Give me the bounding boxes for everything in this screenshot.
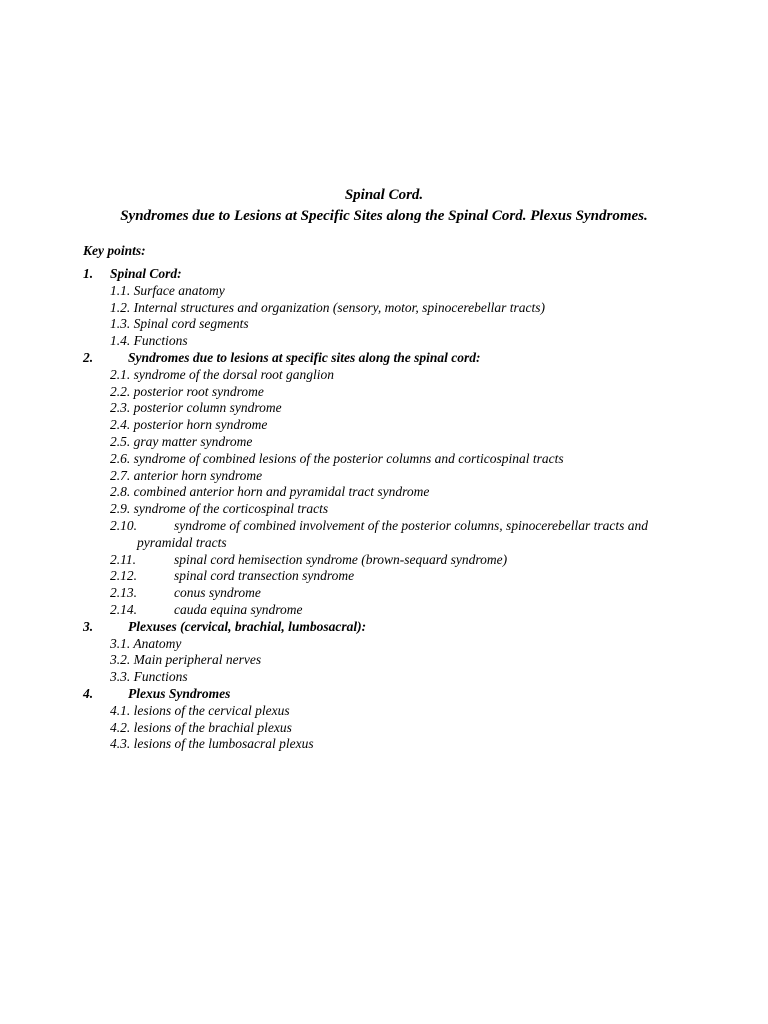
list-item [0, 501, 768, 518]
document-title: Spinal Cord. [344, 187, 424, 203]
list-item [0, 333, 768, 350]
list-item-text: 3.3. Functions [110, 669, 188, 685]
list-item [0, 669, 768, 686]
list-item [0, 585, 768, 602]
list-item [0, 451, 768, 468]
document-subtitle: Syndromes due to Lesions at Specific Sites along the Spinal Cord. Plexus Syndromes. [120, 208, 648, 224]
list-item [0, 703, 768, 720]
list-item-text: syndrome of combined involvement of the posterior columns, spinocerebellar tracts and [174, 517, 649, 533]
list-item [0, 434, 768, 451]
list-item-text: 2.1. syndrome of the dorsal root ganglion [110, 366, 334, 382]
list-item-continuation: pyramidal tracts [137, 534, 227, 550]
list-item [0, 518, 768, 552]
list-item-text: conus syndrome [174, 585, 261, 601]
list-item-text: spinal cord transection syndrome [174, 568, 355, 584]
list-item [0, 468, 768, 485]
list-item-text: 4.1. lesions of the cervical plexus [110, 702, 290, 718]
list-item [0, 736, 768, 753]
key-points-label: Key points: [83, 243, 146, 258]
section-title: Syndromes due to lesions at specific sites along the spinal cord: [128, 349, 481, 365]
list-item-text: 2.8. combined anterior horn and pyramidal tract syndrome [110, 484, 430, 500]
list-item-text: 1.1. Surface anatomy [110, 282, 225, 298]
list-item-number: 2.11. [110, 551, 136, 567]
list-item-text: 2.7. anterior horn syndrome [110, 467, 263, 483]
section-title: Spinal Cord: [110, 266, 182, 281]
section-title: Plexuses (cervical, brachial, lumbosacral): [128, 618, 367, 634]
list-item [0, 316, 768, 333]
list-item [0, 300, 768, 317]
list-item-number: 2.13. [110, 585, 137, 601]
list-item-text: 1.4. Functions [110, 333, 188, 349]
list-item [0, 367, 768, 384]
list-item [0, 652, 768, 669]
list-item-text: 3.2. Main peripheral nerves [110, 652, 262, 668]
section-heading [0, 350, 768, 367]
list-item-text: 1.2. Internal structures and organization (sensory, motor, spinocerebellar tracts) [110, 299, 545, 315]
list-item-text: 1.3. Spinal cord segments [110, 316, 249, 332]
list-item [0, 417, 768, 434]
list-item [0, 602, 768, 619]
list-item-text: 2.2. posterior root syndrome [110, 383, 264, 399]
list-item-text: 4.3. lesions of the lumbosacral plexus [110, 736, 314, 752]
section-number: 1. [83, 266, 94, 281]
list-item [0, 400, 768, 417]
list-item [0, 384, 768, 401]
key-points-outline [0, 266, 768, 753]
list-item [0, 720, 768, 737]
section-heading [0, 619, 768, 636]
list-item [0, 636, 768, 653]
section-number: 4. [83, 685, 94, 701]
list-item-text: 2.5. gray matter syndrome [110, 433, 253, 449]
list-item-text: 2.4. posterior horn syndrome [110, 417, 268, 433]
section-number: 2. [83, 349, 94, 365]
page-footer-mark [84, 905, 134, 908]
list-item-text: 3.1. Anatomy [110, 635, 182, 651]
list-item-number: 2.10. [110, 517, 137, 533]
list-item [0, 568, 768, 585]
list-item-text: spinal cord hemisection syndrome (brown-sequard syndrome) [174, 551, 508, 567]
list-item-number: 2.12. [110, 568, 137, 584]
list-item [0, 552, 768, 569]
list-item-text: 2.9. syndrome of the corticospinal tracts [110, 501, 329, 517]
section-heading [0, 686, 768, 703]
list-item-text: cauda equina syndrome [174, 601, 303, 617]
section-heading [0, 266, 768, 283]
list-item [0, 484, 768, 501]
section-title: Plexus Syndromes [128, 685, 231, 701]
list-item-text: 4.2. lesions of the brachial plexus [110, 719, 292, 735]
list-item [0, 283, 768, 300]
list-item-text: 2.3. posterior column syndrome [110, 400, 282, 416]
section-number: 3. [83, 618, 94, 634]
list-item-text: 2.6. syndrome of combined lesions of the posterior columns and corticospinal tracts [110, 450, 564, 466]
list-item-number: 2.14. [110, 601, 137, 617]
